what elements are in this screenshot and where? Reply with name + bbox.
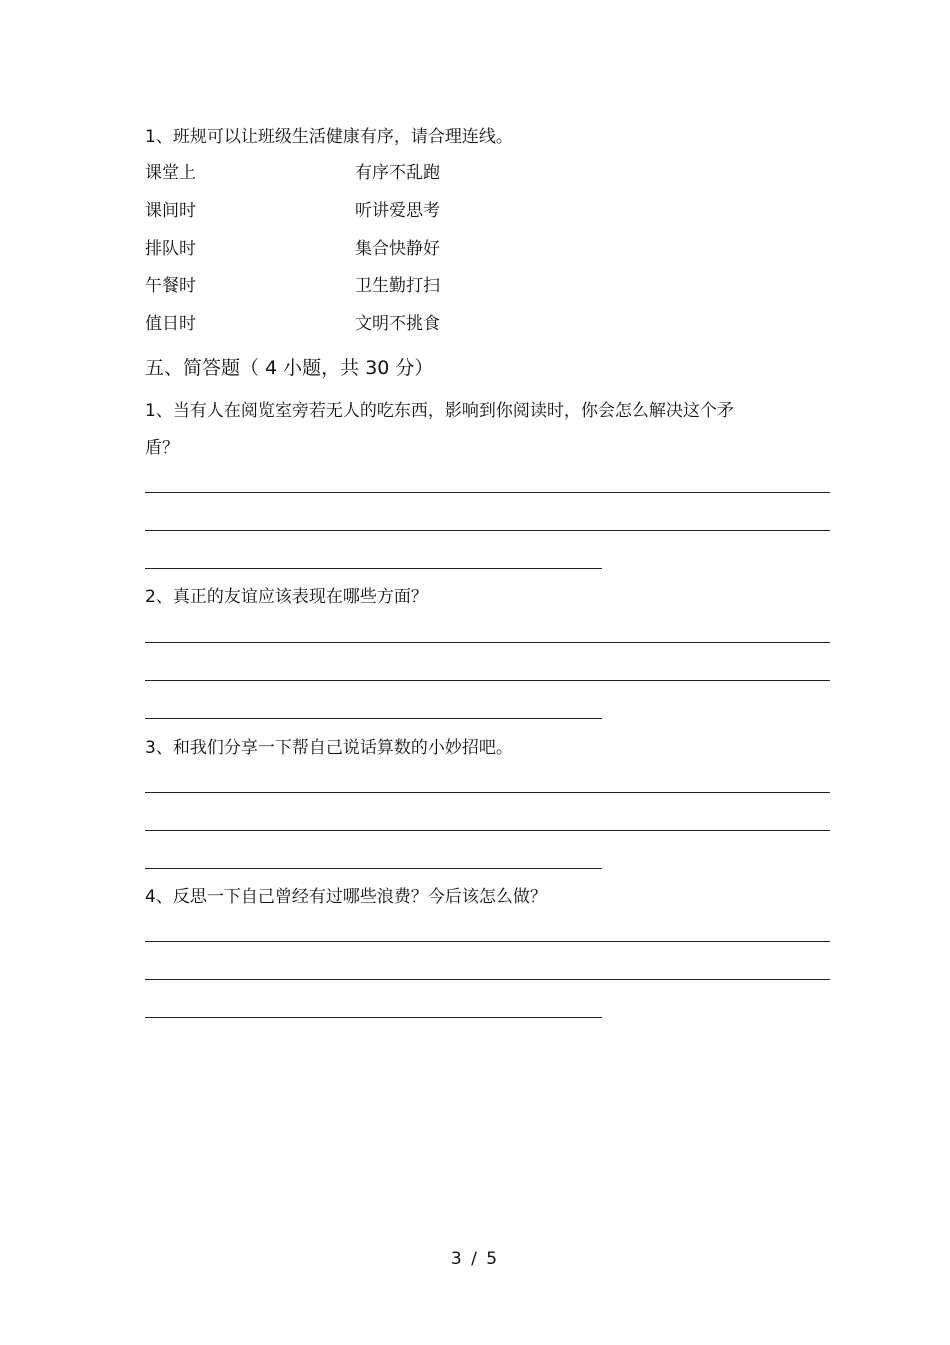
question-3-text: 3、和我们分享一下帮自己说话算数的小妙招吧。 — [145, 738, 513, 758]
question-1-text: 1、当有人在阅览室旁若无人的吃东西，影响到你阅读时，你会怎么解决这个矛 — [145, 401, 734, 421]
matching-right-item: 卫生勤打扫 — [355, 276, 440, 296]
question-2-text: 2、真正的友谊应该表现在哪些方面？ — [145, 587, 428, 607]
answer-line[interactable] — [145, 530, 830, 531]
answer-line[interactable] — [145, 979, 830, 980]
answer-line[interactable] — [145, 792, 830, 793]
matching-left-item: 午餐时 — [145, 276, 196, 296]
answer-line[interactable] — [145, 492, 830, 493]
matching-left-item: 课间时 — [145, 201, 196, 221]
answer-line[interactable] — [145, 830, 830, 831]
question-4-text: 4、反思一下自己曾经有过哪些浪费？今后该怎么做？ — [145, 887, 547, 907]
matching-right-item: 有序不乱跑 — [355, 163, 440, 183]
answer-line[interactable] — [145, 1017, 602, 1018]
matching-right-item: 文明不挑食 — [355, 314, 440, 334]
section-heading: 五、简答题（ 4 小题，共 30 分） — [145, 357, 434, 379]
question-1-text-continued: 盾？ — [145, 438, 179, 458]
matching-left-item: 值日时 — [145, 314, 196, 334]
matching-left-item: 排队时 — [145, 239, 196, 259]
answer-line[interactable] — [145, 568, 602, 569]
answer-line[interactable] — [145, 941, 830, 942]
matching-right-item: 听讲爱思考 — [355, 201, 440, 221]
answer-line[interactable] — [145, 642, 830, 643]
answer-line[interactable] — [145, 868, 602, 869]
matching-right-item: 集合快静好 — [355, 239, 440, 259]
page-number: 3 / 5 — [450, 1249, 500, 1269]
answer-line[interactable] — [145, 718, 602, 719]
matching-instruction: 1、班规可以让班级生活健康有序，请合理连线。 — [145, 127, 513, 147]
answer-line[interactable] — [145, 680, 830, 681]
matching-left-item: 课堂上 — [145, 163, 196, 183]
